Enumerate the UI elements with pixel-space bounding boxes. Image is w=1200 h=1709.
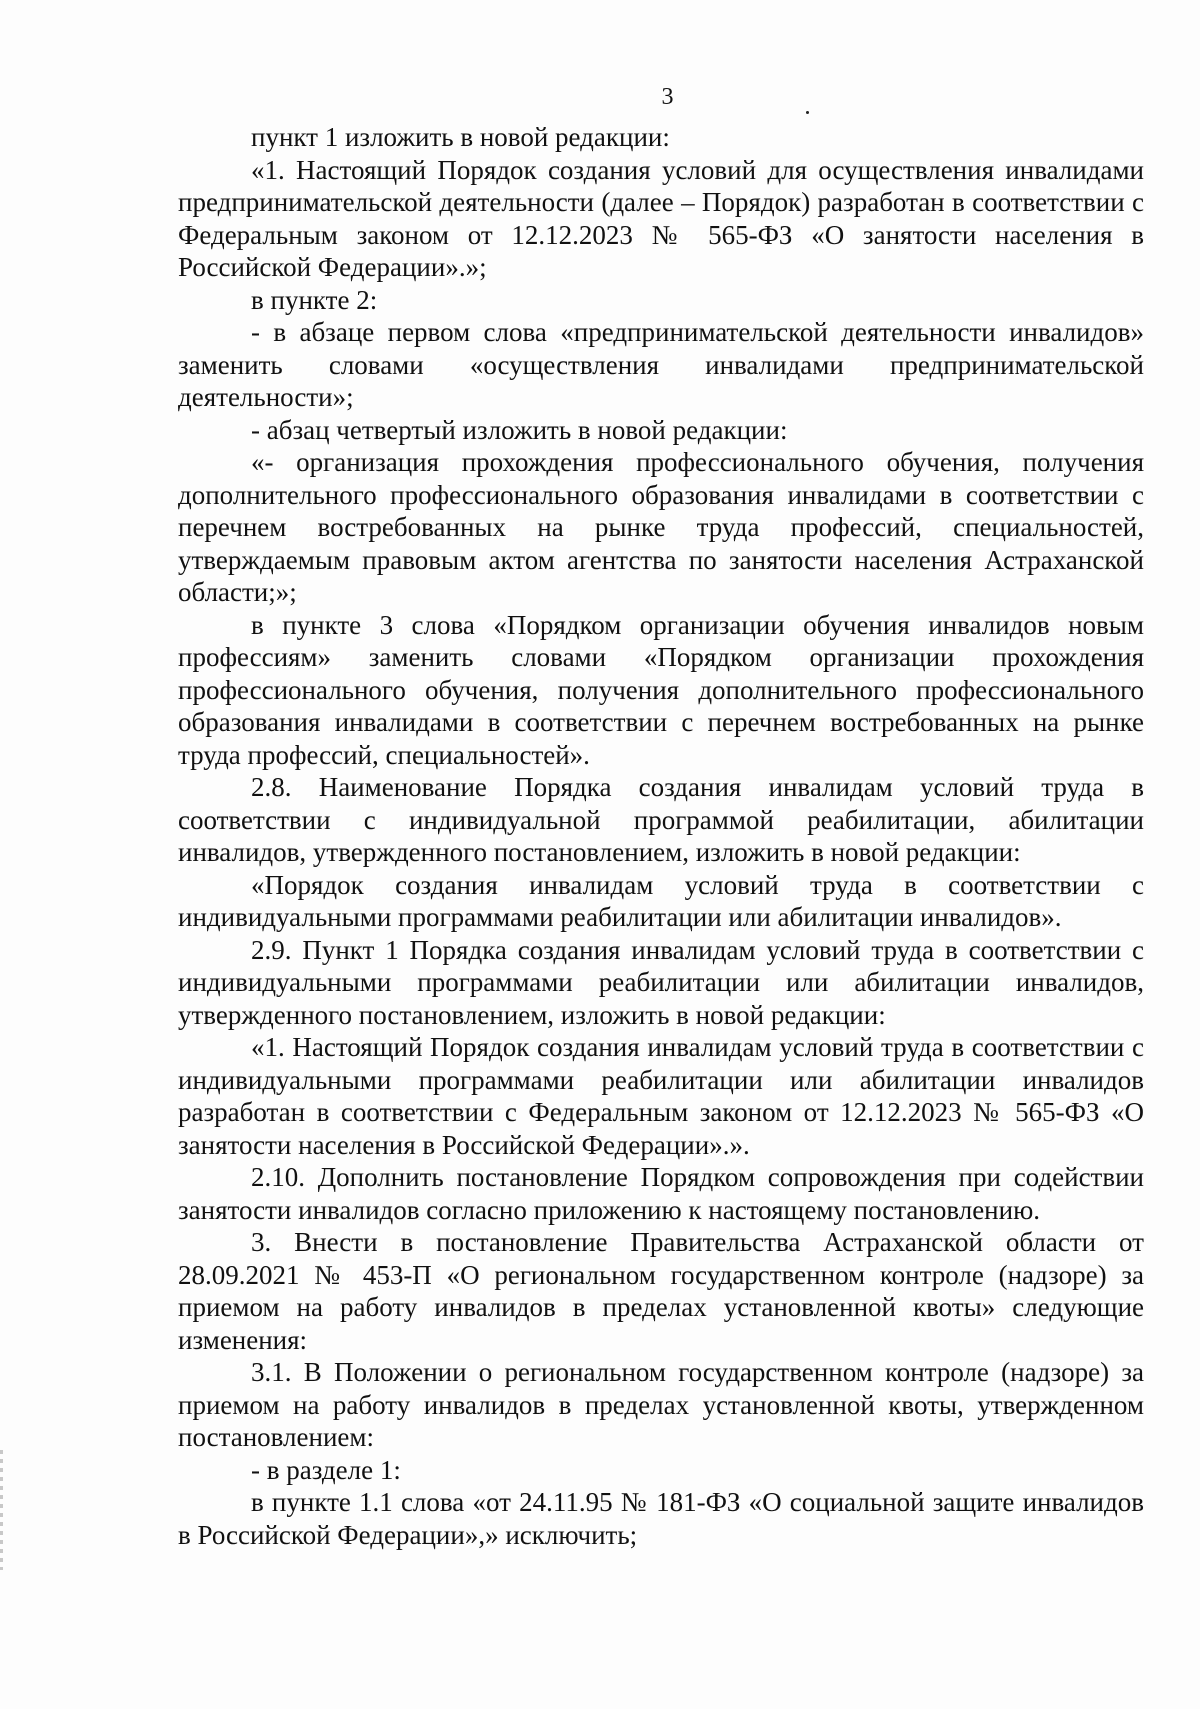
paragraph: «1. Настоящий Порядок создания условий для осуществления инвалидами предпринимательской деятельности (далее – Порядок) разработан в соответствии с Федеральным законом от 12.12.2023 № 565-ФЗ «О занятости населения в Российской Федерации».»; xyxy=(178,154,1144,282)
paragraph: - в разделе 1: xyxy=(251,1454,401,1485)
paragraph: «1. Настоящий Порядок создания инвалидам условий труда в соответствии с индивидуальными программами реабилитации или абилитации инвалидов разработан в соответствии с Федеральным законом от 12.12.2023 № 565-ФЗ «О занятости населения в Российской Федерации».». xyxy=(178,1032,1144,1160)
paragraph: в пункте 1.1 слова «от 24.11.95 № 181-ФЗ «О социальной защите инвалидов в Российской Федерации»,» исключить; xyxy=(178,1487,1144,1550)
paragraph: 3. Внести в постановление Правительства Астраханской области от 28.09.2021 № 453-П «О региональном государственном контроле (надзоре) за приемом на работу инвалидов в пределах установленной квоты» следующие изменения: xyxy=(178,1227,1144,1355)
paragraph: «Порядок создания инвалидам условий труда в соответствии с индивидуальными программами реабилитации или абилитации инвалидов». xyxy=(178,869,1144,932)
page-number: 3 xyxy=(661,84,674,110)
paragraph: 3.1. В Положении о региональном государственном контроле (надзоре) за приемом на работу инвалидов в пределах установленной квоты, утвержденном постановлением: xyxy=(178,1357,1144,1452)
scan-speck xyxy=(806,111,809,114)
document-body xyxy=(178,121,1144,1551)
scan-edge-mark xyxy=(0,1450,3,1570)
paragraph: - в абзаце первом слова «предпринимательской деятельности инвалидов» заменить словами «осуществления инвалидами предпринимательской деятельности»; xyxy=(178,317,1144,412)
paragraph: 2.8. Наименование Порядка создания инвалидам условий труда в соответствии с индивидуальной программой реабилитации, абилитации инвалидов, утвержденного постановлением, изложить в новой редакции: xyxy=(178,772,1144,867)
paragraph: в пункте 2: xyxy=(251,284,378,315)
paragraph: 2.10. Дополнить постановление Порядком сопровождения при содействии занятости инвалидов согласно приложению к настоящему постановлению. xyxy=(178,1162,1144,1225)
paragraph: в пункте 3 слова «Порядком организации обучения инвалидов новым профессиям» заменить словами «Порядком организации прохождения профессионального обучения, получения дополнительного профессионального образования инвалидами в соответствии с перечнем востребованных на рынке труда профессий, специальностей». xyxy=(178,609,1144,770)
paragraph: 2.9. Пункт 1 Порядка создания инвалидам условий труда в соответствии с индивидуальными программами реабилитации или абилитации инвалидов, утвержденного постановлением, изложить в новой редакции: xyxy=(178,934,1144,1030)
paragraph: пункт 1 изложить в новой редакции: xyxy=(251,122,670,152)
paragraph: «- организация прохождения профессионального обучения, получения дополнительного профессионального образования инвалидами в соответствии с перечнем востребованных на рынке труда профессий, специальностей, утверждаемым правовым актом агентства по занятости населения Астраханской области;»; xyxy=(178,447,1144,607)
paragraph: - абзац четвертый изложить в новой редакции: xyxy=(251,414,788,445)
